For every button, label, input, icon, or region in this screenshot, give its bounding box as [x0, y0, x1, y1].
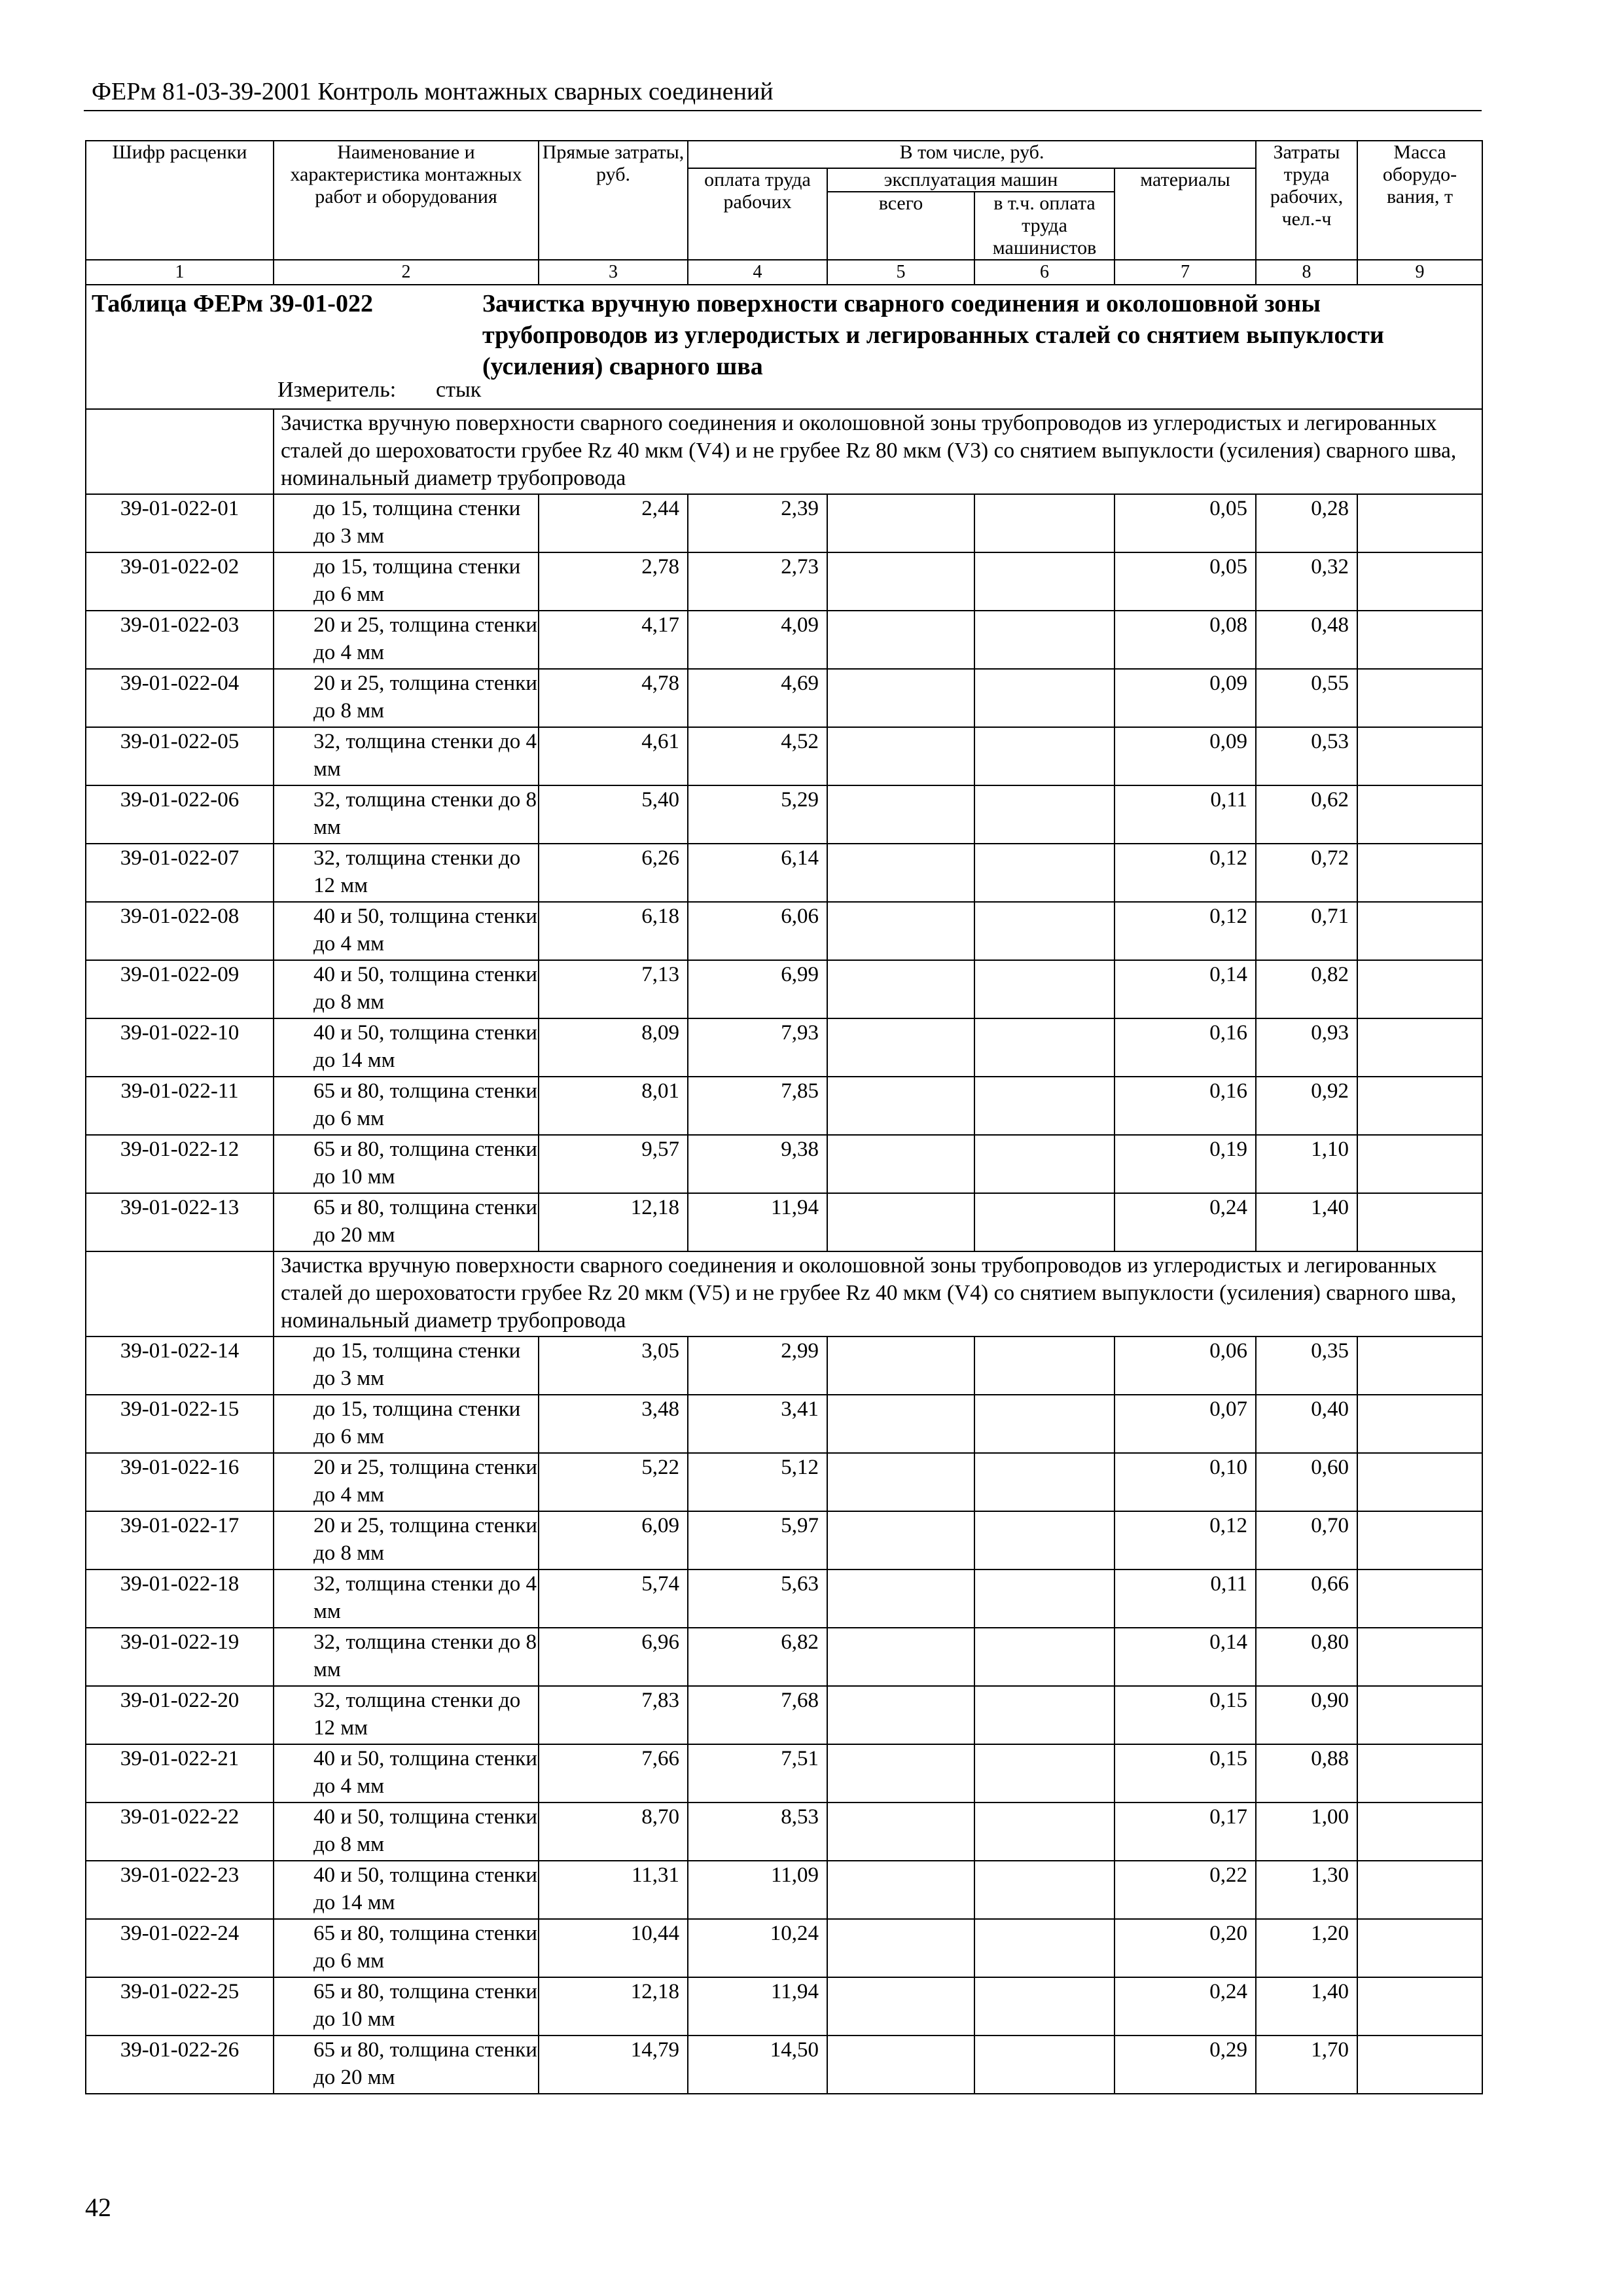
labor-costs-cell: 0,53 [1256, 727, 1357, 785]
header-including-group: В том числе, руб. [688, 141, 1256, 168]
table-row [86, 902, 1482, 960]
table-row [86, 1336, 1482, 1395]
rate-code-cell: 39-01-022-07 [86, 844, 274, 902]
work-name-cell: 32, толщина стенки до 12 мм [274, 1686, 539, 1744]
wages-cell: 7,51 [688, 1744, 827, 1803]
column-number: 9 [1357, 260, 1482, 285]
labor-costs-cell: 0,55 [1256, 669, 1357, 727]
wages-cell: 4,52 [688, 727, 827, 785]
equipment-mass-cell [1357, 1628, 1482, 1686]
work-name-cell: 20 и 25, толщина стенки до 4 мм [274, 611, 539, 669]
machines-total-cell [827, 1570, 974, 1628]
materials-cell: 0,16 [1115, 1018, 1256, 1077]
operators-wages-cell [974, 1744, 1115, 1803]
column-number: 8 [1256, 260, 1357, 285]
labor-costs-cell: 0,40 [1256, 1395, 1357, 1453]
column-number: 6 [974, 260, 1115, 285]
equipment-mass-cell [1357, 494, 1482, 552]
operators-wages-cell [974, 960, 1115, 1018]
materials-cell: 0,09 [1115, 727, 1256, 785]
work-name-cell: 65 и 80, толщина стенки до 10 мм [274, 1977, 539, 2036]
header-rule [84, 110, 1482, 111]
machines-total-cell [827, 1018, 974, 1077]
materials-cell: 0,12 [1115, 844, 1256, 902]
column-number: 3 [539, 260, 688, 285]
table-row [86, 1570, 1482, 1628]
operators-wages-cell [974, 1628, 1115, 1686]
work-name-cell: 65 и 80, толщина стенки до 6 мм [274, 1077, 539, 1135]
machines-total-cell [827, 902, 974, 960]
machines-total-cell [827, 1077, 974, 1135]
machines-total-cell [827, 1135, 974, 1193]
materials-cell: 0,20 [1115, 1919, 1256, 1977]
materials-cell: 0,15 [1115, 1686, 1256, 1744]
labor-costs-cell: 0,66 [1256, 1570, 1357, 1628]
equipment-mass-cell [1357, 1919, 1482, 1977]
rate-code-cell: 39-01-022-05 [86, 727, 274, 785]
labor-costs-cell: 0,93 [1256, 1018, 1357, 1077]
wages-cell: 2,73 [688, 552, 827, 611]
direct-costs-cell: 14,79 [539, 2036, 688, 2094]
materials-cell: 0,15 [1115, 1744, 1256, 1803]
operators-wages-cell [974, 1919, 1115, 1977]
operators-wages-cell [974, 611, 1115, 669]
operators-wages-cell [974, 902, 1115, 960]
wages-cell: 7,68 [688, 1686, 827, 1744]
table-row [86, 1453, 1482, 1511]
direct-costs-cell: 11,31 [539, 1861, 688, 1919]
materials-cell: 0,05 [1115, 552, 1256, 611]
table-title: Зачистка вручную поверхности сварного соединения и околошовной зоны трубопроводов из углеродистых и легированных сталей со снятием выпуклости (усиления) сварного шва [482, 290, 1384, 380]
machines-total-cell [827, 1511, 974, 1570]
table-row [86, 960, 1482, 1018]
section-header-row [86, 1251, 1482, 1336]
direct-costs-cell: 4,17 [539, 611, 688, 669]
labor-costs-cell: 1,40 [1256, 1193, 1357, 1251]
materials-cell: 0,06 [1115, 1336, 1256, 1395]
equipment-mass-cell [1357, 1077, 1482, 1135]
wages-cell: 5,63 [688, 1570, 827, 1628]
operators-wages-cell [974, 1511, 1115, 1570]
rates-table [85, 140, 1483, 2094]
wages-cell: 11,94 [688, 1977, 827, 2036]
work-name-cell: 20 и 25, толщина стенки до 4 мм [274, 1453, 539, 1511]
machines-total-cell [827, 1977, 974, 2036]
direct-costs-cell: 7,83 [539, 1686, 688, 1744]
operators-wages-cell [974, 1077, 1115, 1135]
direct-costs-cell: 5,22 [539, 1453, 688, 1511]
equipment-mass-cell [1357, 1395, 1482, 1453]
direct-costs-cell: 9,57 [539, 1135, 688, 1193]
materials-cell: 0,12 [1115, 1511, 1256, 1570]
rate-code-cell: 39-01-022-04 [86, 669, 274, 727]
materials-cell: 0,10 [1115, 1453, 1256, 1511]
rate-code-cell: 39-01-022-08 [86, 902, 274, 960]
table-header [86, 141, 1482, 285]
materials-cell: 0,12 [1115, 902, 1256, 960]
equipment-mass-cell [1357, 727, 1482, 785]
rate-code-cell: 39-01-022-14 [86, 1336, 274, 1395]
direct-costs-cell: 4,61 [539, 727, 688, 785]
operators-wages-cell [974, 1686, 1115, 1744]
labor-costs-cell: 1,10 [1256, 1135, 1357, 1193]
table-row [86, 1628, 1482, 1686]
table-row [86, 785, 1482, 844]
column-number-row [86, 260, 1482, 285]
table-row [86, 1803, 1482, 1861]
section-description: Зачистка вручную поверхности сварного соединения и околошовной зоны трубопроводов из углеродистых и легированных сталей до шероховатости грубее Rz 40 мкм (V4) и не грубее Rz 80 мкм (V3) со снятием выпуклости (усиления) сварного шва, номинальный диаметр трубопровода [281, 411, 1457, 490]
work-name-cell: 32, толщина стенки до 8 мм [274, 1628, 539, 1686]
section-header-row [86, 409, 1482, 494]
operators-wages-cell [974, 1570, 1115, 1628]
table-row [86, 1018, 1482, 1077]
direct-costs-cell: 5,40 [539, 785, 688, 844]
work-name-cell: 20 и 25, толщина стенки до 8 мм [274, 669, 539, 727]
rate-code-cell: 39-01-022-20 [86, 1686, 274, 1744]
work-name-cell: 65 и 80, толщина стенки до 20 мм [274, 2036, 539, 2094]
direct-costs-cell: 2,44 [539, 494, 688, 552]
materials-cell: 0,07 [1115, 1395, 1256, 1453]
labor-costs-cell: 0,71 [1256, 902, 1357, 960]
wages-cell: 6,14 [688, 844, 827, 902]
rate-code-cell: 39-01-022-21 [86, 1744, 274, 1803]
column-number: 7 [1115, 260, 1256, 285]
table-row [86, 1193, 1482, 1251]
machines-total-cell [827, 1686, 974, 1744]
direct-costs-cell: 7,13 [539, 960, 688, 1018]
rate-code-cell: 39-01-022-03 [86, 611, 274, 669]
operators-wages-cell [974, 1193, 1115, 1251]
wages-cell: 11,94 [688, 1193, 827, 1251]
table-row [86, 844, 1482, 902]
materials-cell: 0,24 [1115, 1977, 1256, 2036]
table-row [86, 1135, 1482, 1193]
materials-cell: 0,05 [1115, 494, 1256, 552]
operators-wages-cell [974, 669, 1115, 727]
labor-costs-cell: 1,40 [1256, 1977, 1357, 2036]
direct-costs-cell: 6,09 [539, 1511, 688, 1570]
machines-total-cell [827, 669, 974, 727]
work-name-cell: 40 и 50, толщина стенки до 8 мм [274, 1803, 539, 1861]
rate-code-cell: 39-01-022-10 [86, 1018, 274, 1077]
labor-costs-cell: 0,32 [1256, 552, 1357, 611]
wages-cell: 9,38 [688, 1135, 827, 1193]
work-name-cell: 40 и 50, толщина стенки до 14 мм [274, 1018, 539, 1077]
machines-total-cell [827, 1628, 974, 1686]
machines-total-cell [827, 1861, 974, 1919]
operators-wages-cell [974, 727, 1115, 785]
materials-cell: 0,11 [1115, 785, 1256, 844]
direct-costs-cell: 3,05 [539, 1336, 688, 1395]
direct-costs-cell: 6,18 [539, 902, 688, 960]
direct-costs-cell: 8,09 [539, 1018, 688, 1077]
labor-costs-cell: 1,70 [1256, 2036, 1357, 2094]
unit-label: Измеритель: [277, 378, 397, 402]
header-name: Наименование и характеристика монтажных работ и оборудования [274, 141, 539, 260]
header-operators-wages: в т.ч. оплата труда машинистов [974, 192, 1115, 260]
operators-wages-cell [974, 1861, 1115, 1919]
direct-costs-cell: 8,70 [539, 1803, 688, 1861]
header-direct-costs: Прямые затраты, руб. [539, 141, 688, 260]
work-name-cell: 32, толщина стенки до 4 мм [274, 1570, 539, 1628]
materials-cell: 0,17 [1115, 1803, 1256, 1861]
equipment-mass-cell [1357, 611, 1482, 669]
work-name-cell: 32, толщина стенки до 4 мм [274, 727, 539, 785]
labor-costs-cell: 0,92 [1256, 1077, 1357, 1135]
rate-code-cell: 39-01-022-18 [86, 1570, 274, 1628]
work-name-cell: 65 и 80, толщина стенки до 6 мм [274, 1919, 539, 1977]
operators-wages-cell [974, 1395, 1115, 1453]
rate-code-cell: 39-01-022-22 [86, 1803, 274, 1861]
rate-code-cell: 39-01-022-06 [86, 785, 274, 844]
labor-costs-cell: 0,48 [1256, 611, 1357, 669]
wages-cell: 10,24 [688, 1919, 827, 1977]
operators-wages-cell [974, 494, 1115, 552]
labor-costs-cell: 1,20 [1256, 1919, 1357, 1977]
machines-total-cell [827, 844, 974, 902]
column-number: 5 [827, 260, 974, 285]
work-name-cell: 32, толщина стенки до 8 мм [274, 785, 539, 844]
labor-costs-cell: 0,88 [1256, 1744, 1357, 1803]
table-row [86, 1395, 1482, 1453]
machines-total-cell [827, 1453, 974, 1511]
wages-cell: 4,69 [688, 669, 827, 727]
rate-code-cell: 39-01-022-01 [86, 494, 274, 552]
equipment-mass-cell [1357, 2036, 1482, 2094]
equipment-mass-cell [1357, 1686, 1482, 1744]
machines-total-cell [827, 494, 974, 552]
table-row [86, 1861, 1482, 1919]
equipment-mass-cell [1357, 1861, 1482, 1919]
machines-total-cell [827, 1395, 974, 1453]
labor-costs-cell: 0,28 [1256, 494, 1357, 552]
materials-cell: 0,19 [1115, 1135, 1256, 1193]
machines-total-cell [827, 552, 974, 611]
equipment-mass-cell [1357, 552, 1482, 611]
header-wages: оплата труда рабочих [688, 168, 827, 260]
wages-cell: 14,50 [688, 2036, 827, 2094]
machines-total-cell [827, 1336, 974, 1395]
header-machines-total: всего [827, 192, 974, 260]
work-name-cell: 40 и 50, толщина стенки до 4 мм [274, 902, 539, 960]
machines-total-cell [827, 1803, 974, 1861]
materials-cell: 0,16 [1115, 1077, 1256, 1135]
materials-cell: 0,29 [1115, 2036, 1256, 2094]
equipment-mass-cell [1357, 1570, 1482, 1628]
table-row [86, 552, 1482, 611]
direct-costs-cell: 6,96 [539, 1628, 688, 1686]
rate-code-cell: 39-01-022-25 [86, 1977, 274, 2036]
operators-wages-cell [974, 1977, 1115, 2036]
equipment-mass-cell [1357, 1744, 1482, 1803]
operators-wages-cell [974, 1018, 1115, 1077]
wages-cell: 5,97 [688, 1511, 827, 1570]
machines-total-cell [827, 1193, 974, 1251]
direct-costs-cell: 12,18 [539, 1193, 688, 1251]
labor-costs-cell: 1,00 [1256, 1803, 1357, 1861]
operators-wages-cell [974, 2036, 1115, 2094]
equipment-mass-cell [1357, 785, 1482, 844]
table-body [86, 285, 1482, 2094]
labor-costs-cell: 0,60 [1256, 1453, 1357, 1511]
work-name-cell: 40 и 50, толщина стенки до 4 мм [274, 1744, 539, 1803]
work-name-cell: до 15, толщина стенки до 6 мм [274, 1395, 539, 1453]
materials-cell: 0,24 [1115, 1193, 1256, 1251]
column-number: 1 [86, 260, 274, 285]
rate-code-cell: 39-01-022-16 [86, 1453, 274, 1511]
wages-cell: 4,09 [688, 611, 827, 669]
column-number: 2 [274, 260, 539, 285]
table-label: Таблица ФЕРм 39-01-022 [92, 290, 373, 317]
operators-wages-cell [974, 1336, 1115, 1395]
operators-wages-cell [974, 1135, 1115, 1193]
table-row [86, 611, 1482, 669]
direct-costs-cell: 8,01 [539, 1077, 688, 1135]
machines-total-cell [827, 727, 974, 785]
equipment-mass-cell [1357, 1977, 1482, 2036]
labor-costs-cell: 0,82 [1256, 960, 1357, 1018]
labor-costs-cell: 0,35 [1256, 1336, 1357, 1395]
header-equipment-mass: Масса оборудо-вания, т [1357, 141, 1482, 260]
wages-cell: 7,85 [688, 1077, 827, 1135]
direct-costs-cell: 12,18 [539, 1977, 688, 2036]
work-name-cell: до 15, толщина стенки до 3 мм [274, 1336, 539, 1395]
labor-costs-cell: 0,90 [1256, 1686, 1357, 1744]
equipment-mass-cell [1357, 1336, 1482, 1395]
wages-cell: 6,06 [688, 902, 827, 960]
equipment-mass-cell [1357, 960, 1482, 1018]
materials-cell: 0,22 [1115, 1861, 1256, 1919]
rate-code-cell: 39-01-022-15 [86, 1395, 274, 1453]
materials-cell: 0,14 [1115, 1628, 1256, 1686]
operators-wages-cell [974, 1453, 1115, 1511]
machines-total-cell [827, 2036, 974, 2094]
equipment-mass-cell [1357, 1193, 1482, 1251]
equipment-mass-cell [1357, 669, 1482, 727]
labor-costs-cell: 0,62 [1256, 785, 1357, 844]
work-name-cell: до 15, толщина стенки до 6 мм [274, 552, 539, 611]
equipment-mass-cell [1357, 844, 1482, 902]
table-row [86, 1077, 1482, 1135]
labor-costs-cell: 1,30 [1256, 1861, 1357, 1919]
materials-cell: 0,11 [1115, 1570, 1256, 1628]
equipment-mass-cell [1357, 1135, 1482, 1193]
wages-cell: 8,53 [688, 1803, 827, 1861]
equipment-mass-cell [1357, 1511, 1482, 1570]
equipment-mass-cell [1357, 1803, 1482, 1861]
table-row [86, 727, 1482, 785]
direct-costs-cell: 5,74 [539, 1570, 688, 1628]
operators-wages-cell [974, 552, 1115, 611]
equipment-mass-cell [1357, 1453, 1482, 1511]
machines-total-cell [827, 611, 974, 669]
header-materials: материалы [1115, 168, 1256, 260]
rate-code-cell: 39-01-022-23 [86, 1861, 274, 1919]
wages-cell: 7,93 [688, 1018, 827, 1077]
equipment-mass-cell [1357, 902, 1482, 960]
direct-costs-cell: 7,66 [539, 1744, 688, 1803]
column-number: 4 [688, 260, 827, 285]
machines-total-cell [827, 785, 974, 844]
direct-costs-cell: 4,78 [539, 669, 688, 727]
equipment-mass-cell [1357, 1018, 1482, 1077]
section-description: Зачистка вручную поверхности сварного соединения и околошовной зоны трубопроводов из углеродистых и легированных сталей до шероховатости грубее Rz 20 мкм (V5) и не грубее Rz 40 мкм (V4) со снятием выпуклости (усиления) сварного шва, номинальный диаметр трубопровода [281, 1253, 1457, 1333]
table-title-row [86, 285, 1482, 409]
work-name-cell: до 15, толщина стенки до 3 мм [274, 494, 539, 552]
labor-costs-cell: 0,80 [1256, 1628, 1357, 1686]
rate-code-cell: 39-01-022-12 [86, 1135, 274, 1193]
unit-value: стык [436, 378, 482, 402]
wages-cell: 3,41 [688, 1395, 827, 1453]
page-number: 42 [85, 2193, 111, 2222]
wages-cell: 5,29 [688, 785, 827, 844]
machines-total-cell [827, 960, 974, 1018]
table-row [86, 1511, 1482, 1570]
header-labor-costs: Затраты труда рабочих, чел.-ч [1256, 141, 1357, 260]
table-row [86, 1686, 1482, 1744]
materials-cell: 0,14 [1115, 960, 1256, 1018]
labor-costs-cell: 0,70 [1256, 1511, 1357, 1570]
wages-cell: 5,12 [688, 1453, 827, 1511]
wages-cell: 2,99 [688, 1336, 827, 1395]
materials-cell: 0,09 [1115, 669, 1256, 727]
work-name-cell: 20 и 25, толщина стенки до 8 мм [274, 1511, 539, 1570]
table-row [86, 1744, 1482, 1803]
rate-code-cell: 39-01-022-09 [86, 960, 274, 1018]
running-header: ФЕРм 81-03-39-2001 Контроль монтажных сварных соединений [92, 78, 774, 105]
wages-cell: 6,82 [688, 1628, 827, 1686]
wages-cell: 6,99 [688, 960, 827, 1018]
direct-costs-cell: 3,48 [539, 1395, 688, 1453]
rate-code-cell: 39-01-022-17 [86, 1511, 274, 1570]
header-machines-group: эксплуатация машин [827, 168, 1115, 192]
work-name-cell: 40 и 50, толщина стенки до 8 мм [274, 960, 539, 1018]
rate-code-cell: 39-01-022-13 [86, 1193, 274, 1251]
direct-costs-cell: 2,78 [539, 552, 688, 611]
rate-code-cell: 39-01-022-02 [86, 552, 274, 611]
table-row [86, 1919, 1482, 1977]
wages-cell: 2,39 [688, 494, 827, 552]
table-row [86, 494, 1482, 552]
operators-wages-cell [974, 844, 1115, 902]
work-name-cell: 65 и 80, толщина стенки до 20 мм [274, 1193, 539, 1251]
machines-total-cell [827, 1744, 974, 1803]
work-name-cell: 40 и 50, толщина стенки до 14 мм [274, 1861, 539, 1919]
machines-total-cell [827, 1919, 974, 1977]
rate-code-cell: 39-01-022-11 [86, 1077, 274, 1135]
wages-cell: 11,09 [688, 1861, 827, 1919]
table-row [86, 2036, 1482, 2094]
work-name-cell: 32, толщина стенки до 12 мм [274, 844, 539, 902]
table-row [86, 1977, 1482, 2036]
operators-wages-cell [974, 785, 1115, 844]
rate-code-cell: 39-01-022-24 [86, 1919, 274, 1977]
table-row [86, 669, 1482, 727]
operators-wages-cell [974, 1803, 1115, 1861]
materials-cell: 0,08 [1115, 611, 1256, 669]
direct-costs-cell: 10,44 [539, 1919, 688, 1977]
direct-costs-cell: 6,26 [539, 844, 688, 902]
header-code: Шифр расценки [86, 141, 274, 260]
work-name-cell: 65 и 80, толщина стенки до 10 мм [274, 1135, 539, 1193]
rate-code-cell: 39-01-022-26 [86, 2036, 274, 2094]
rate-code-cell: 39-01-022-19 [86, 1628, 274, 1686]
labor-costs-cell: 0,72 [1256, 844, 1357, 902]
